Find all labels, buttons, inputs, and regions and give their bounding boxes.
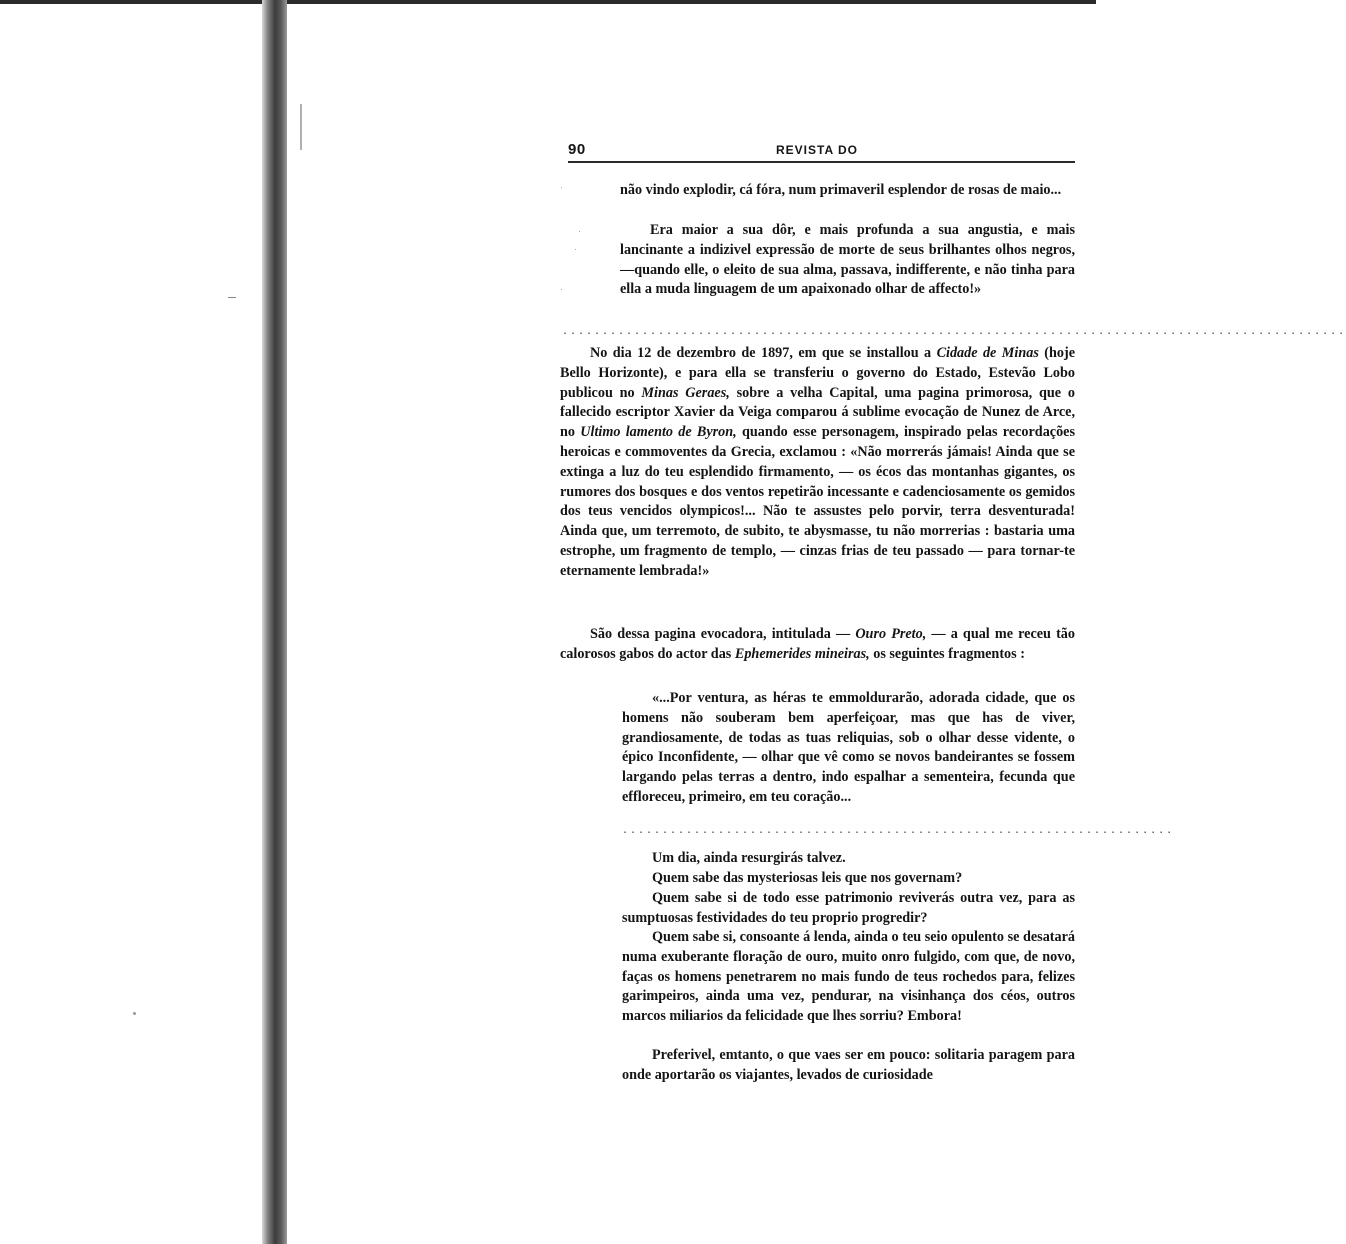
paragraph-text: quando esse personagem, inspirado pelas recordações heroicas e commoventes da Grecia, exclamou : «Não morrerás jámais! Ainda que se extinga a luz do teu esplendido firmamento, — os écos das montanhas gigantes, os rumores dos bosques e dos ventos repetirão incessante e cadenciosamente os gemidos dos teus vencidos olympicos!... Não te assustes pelo porvir, terra desventurada! Ainda que, um terremoto, de subito, te abysmasse, tu não morrerias : bastaria uma estrophe, um fragmento de templo, — cinzas frias de teu passado — para tornar-te eternamente lembrada!» — [560, 424, 1076, 579]
margin-artifact: · — [578, 226, 581, 236]
italic-title: Cidade de Minas — [936, 345, 1039, 361]
italic-title: Ephemerides mineiras, — [734, 645, 870, 662]
quoted-passage: «...Por ventura, as héras te emmoldurarão, adorada cidade, que os homens não souberam bem aperfeiçoar, mas que has de viver, grandiosamente, de todas as tuas reliquias, sob o olhar desse vidente, o épico Inconfidente, — olhar que vê como se novos bandeirantes se fossem largando pelas terras a dentro, indo espalhar a sementeira, fecunda que effloreceu, primeiro, em teu coração... — [622, 690, 1075, 805]
quoted-passage: Quem sabe si de todo esse patrimonio reviverás outra vez, para as sumptuosas festividades do teu proprio progredir? — [622, 890, 1075, 926]
quoted-passage: Preferivel, emtanto, o que vaes ser em pouco: solitaria paragem para onde aportarão os viajantes, levados de curiosidade — [622, 1047, 1075, 1083]
paragraph-text: São dessa pagina evocadora, intitulada — — [590, 626, 856, 642]
ellipsis-separator: ·································································································· — [562, 329, 1346, 340]
scan-speck — [228, 297, 236, 298]
paragraph: Era maior a sua dôr, e mais profunda a sua angustia, e mais lancinante a indizivel expressão de morte de seus brilhantes olhos negros,—quando elle, o eleito de sua alma, passava, indifferente, e não tinha para ella a muda linguagem de um apaixonado olhar de affecto!» — [620, 222, 1075, 298]
scan-speck — [133, 1012, 136, 1015]
italic-title: Minas Geraes, — [641, 384, 730, 401]
running-title: REVISTA DO — [776, 143, 859, 157]
margin-artifact: · — [574, 244, 577, 254]
paragraph-text: sobre a velha Capital, uma pagina primorosa, que o fallecido escriptor Xavier da Veiga comparou á sublime evocação de Nunez de Arce, no — [560, 384, 1075, 441]
scan-top-edge — [0, 0, 1096, 4]
gutter-mark — [300, 104, 302, 150]
paragraph-text: No dia 12 de dezembro de 1897, em que se installou a — [590, 345, 937, 361]
quoted-passage: Quem sabe das mysteriosas leis que nos governam? — [652, 870, 963, 886]
quoted-passage: Um dia, ainda resurgirás talvez. — [652, 850, 846, 866]
paragraph-intro-quote — [560, 625, 1075, 665]
italic-title: Ultimo lamento de Byron, — [580, 424, 737, 441]
paragraph-text: os seguintes fragmentos : — [869, 645, 1025, 662]
page-number: 90 — [568, 141, 586, 158]
page-header — [568, 141, 1075, 163]
margin-artifact: · — [560, 284, 563, 294]
paragraph-continuation: não vindo explodir, cá fóra, num primaveril esplendor de rosas de maio... — [620, 182, 1062, 198]
margin-artifact: · — [560, 182, 563, 192]
paragraph-main — [560, 344, 1075, 582]
ellipsis-separator: ····································································· — [622, 828, 1175, 839]
paragraph-text: (hoje Bello Horizonte), e para ella se transferiu o governo do Estado, Estevão Lobo publicou no — [560, 345, 1075, 401]
book-gutter-shadow — [262, 0, 287, 1244]
quoted-passage: Quem sabe si, consoante á lenda, ainda o teu seio opulento se desatará numa exuberante floração de ouro, muito onro fulgido, com que, de novo, faças os homens penetrarem no mais fundo de teus rochedos para, felizes garimpeiros, ainda uma vez, pendurar, na visinhança dos céos, outros marcos miliarios da felicidade que lhes sorriu? Embora! — [622, 929, 1075, 1025]
paragraph-text: — a qual me receu tão calorosos gabos do actor das — [560, 626, 1075, 662]
italic-title: Ouro Preto, — [855, 626, 927, 642]
